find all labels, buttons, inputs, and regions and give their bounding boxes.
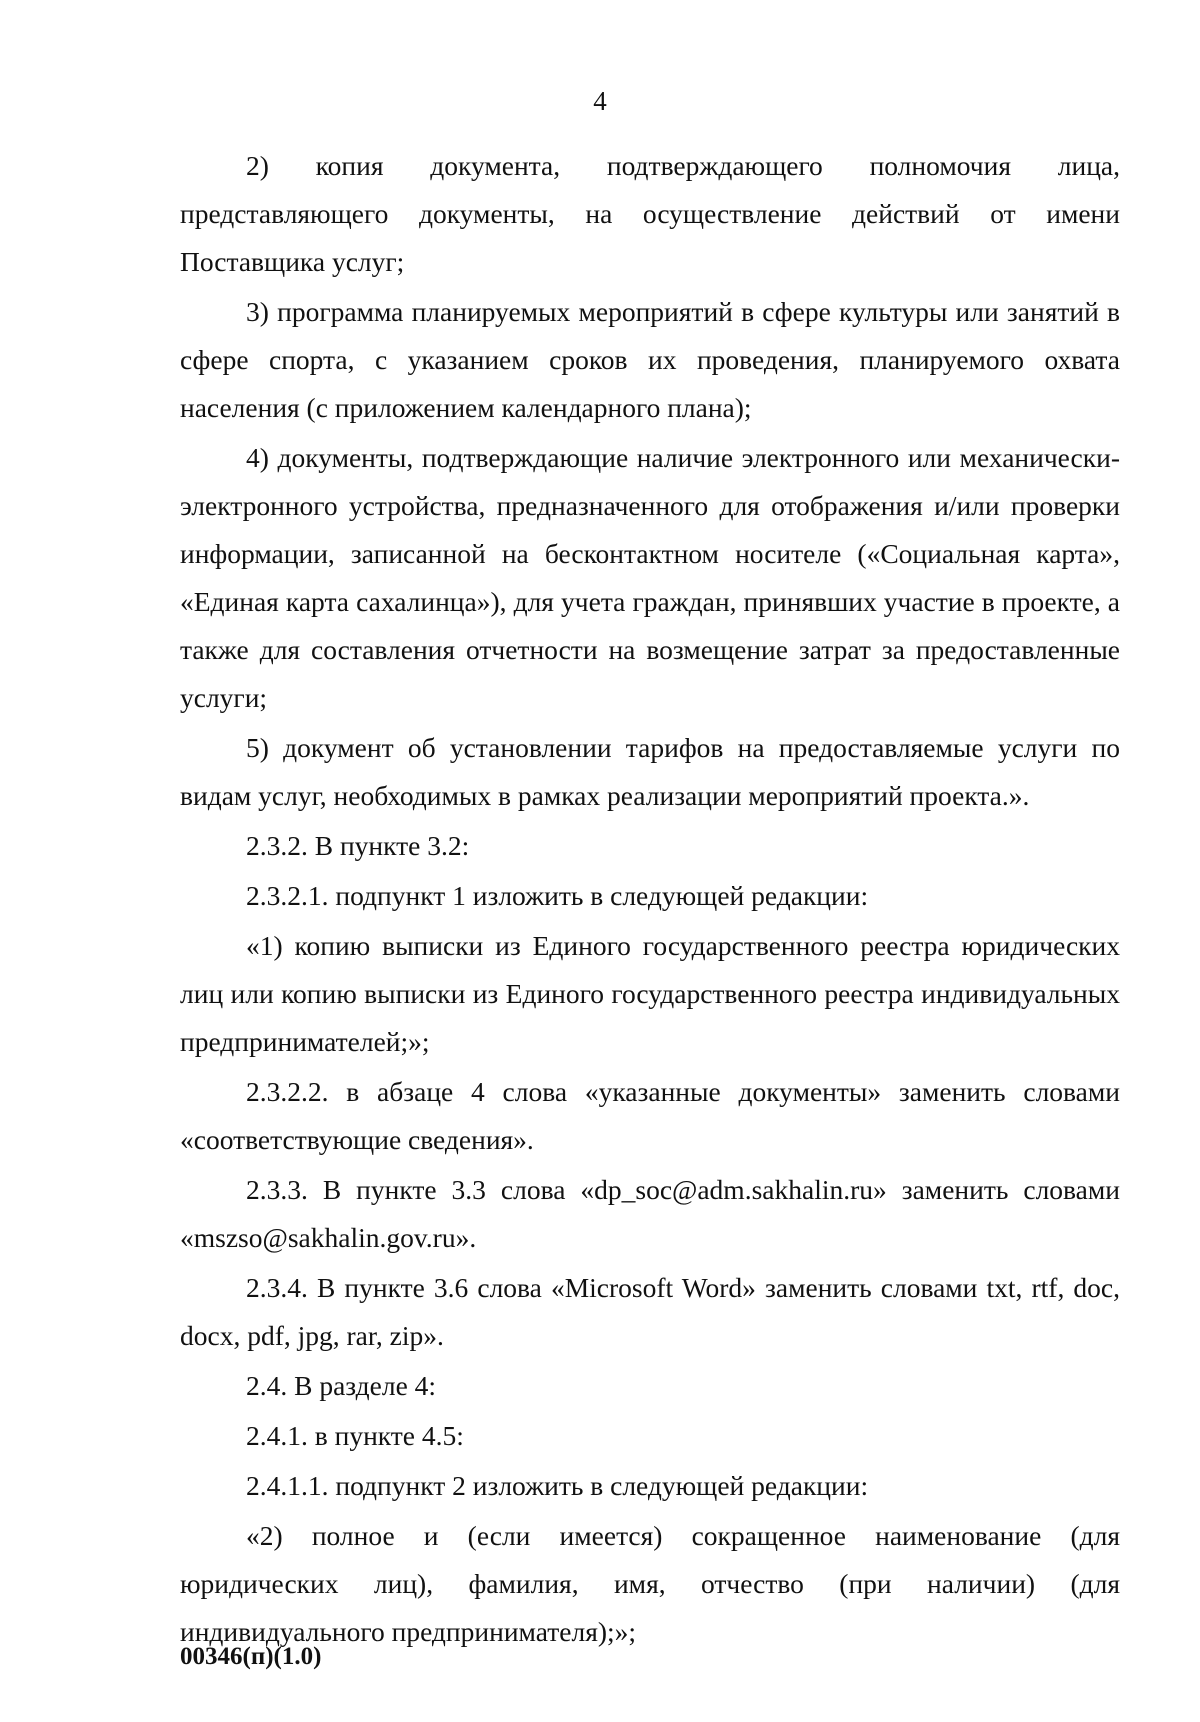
paragraph: 2.3.2.1. подпункт 1 изложить в следующей редакции: <box>246 880 869 911</box>
page-number: 4 <box>593 86 607 116</box>
paragraph: 2.3.4. В пункте 3.6 слова «Microsoft Word» заменить словами txt, rtf, doc, docx, pdf, jpg, rar, zip». <box>180 1272 1120 1351</box>
paragraph: 5) документ об установлении тарифов на предоставляемые услуги по видам услуг, необходимых в рамках реализации мероприятий проекта.». <box>180 732 1120 811</box>
paragraph: 4) документы, подтверждающие наличие электронного или механически-электронного устройства, предназначенного для отображения и/или проверки информации, записанной на бесконтактном носителе («Социальная карта», «Единая карта сахалинца»), для учета граждан, принявших участие в проекте, а также для составления отчетности на возмещение затрат за предоставленные услуги; <box>180 442 1120 713</box>
paragraph: 3) программа планируемых мероприятий в сфере культуры или занятий в сфере спорта, с указанием сроков их проведения, планируемого охвата населения (с приложением календарного плана); <box>180 296 1120 423</box>
paragraph: «1) копию выписки из Единого государственного реестра юридических лиц или копию выписки из Единого государственного реестра индивидуальных предпринимателей;»; <box>180 930 1120 1057</box>
paragraph: 2.3.2. В пункте 3.2: <box>246 830 470 861</box>
paragraph: «2) полное и (если имеется) сокращенное наименование (для юридических лиц), фамилия, имя, отчество (при наличии) (для индивидуального предпринимателя);»; <box>180 1520 1120 1647</box>
paragraph: 2.4.1. в пункте 4.5: <box>246 1420 464 1451</box>
paragraph: 2.4.1.1. подпункт 2 изложить в следующей редакции: <box>246 1470 869 1501</box>
document-code: 00346(п)(1.0) <box>180 1643 322 1670</box>
paragraph: 2.4. В разделе 4: <box>246 1370 437 1401</box>
paragraph: 2) копия документа, подтверждающего полномочия лица, представляющего документы, на осуществление действий от имени Поставщика услуг; <box>180 150 1120 277</box>
document-body <box>180 142 1120 1658</box>
paragraph: 2.3.2.2. в абзаце 4 слова «указанные документы» заменить словами «соответствующие сведения». <box>180 1076 1120 1155</box>
paragraph: 2.3.3. В пункте 3.3 слова «dp_soc@adm.sakhalin.ru» заменить словами «mszso@sakhalin.gov.ru». <box>180 1174 1120 1253</box>
